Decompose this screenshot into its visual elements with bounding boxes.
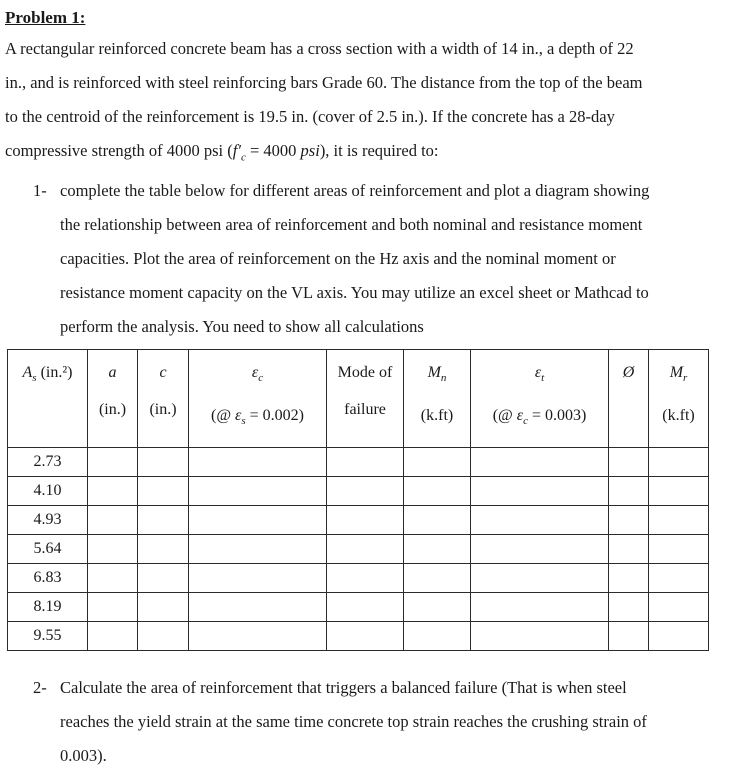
eps-c-cond-pre: (@ [210, 407, 236, 425]
eps-t-cond-value: = 0.003) [527, 407, 587, 425]
empty-cell [138, 505, 189, 534]
col-header-eps-c [189, 350, 327, 447]
empty-cell [138, 621, 189, 650]
empty-cell [189, 505, 327, 534]
task-2-text [60, 671, 738, 773]
eps-t-subscript: t [541, 372, 545, 385]
empty-cell [609, 592, 649, 621]
empty-cell [189, 621, 327, 650]
as-value-cell: 8.19 [8, 592, 88, 621]
empty-cell [404, 476, 471, 505]
task-item-1 [5, 174, 738, 344]
empty-cell [189, 476, 327, 505]
task-1-text [60, 174, 738, 344]
empty-cell [471, 505, 609, 534]
eps-c-symbol: ε [251, 364, 259, 382]
task-1-line-3: capacities. Plot the area of reinforcement on the Hz axis and the nominal moment or [60, 249, 616, 269]
a-unit: (in.) [98, 401, 127, 419]
eps-t-cond-symbol: ε [516, 407, 524, 425]
a-symbol: a [108, 364, 117, 382]
empty-cell [404, 621, 471, 650]
empty-cell [327, 563, 404, 592]
empty-cell [471, 534, 609, 563]
as-unit: (in.²) [36, 364, 73, 382]
empty-cell [327, 592, 404, 621]
empty-cell [88, 505, 138, 534]
empty-cell [609, 534, 649, 563]
mr-unit: (k.ft) [662, 407, 695, 425]
empty-cell [138, 563, 189, 592]
reinforcement-table [7, 349, 709, 650]
c-unit: (in.) [149, 401, 177, 419]
task-item-2 [5, 671, 738, 773]
as-value-cell: 9.55 [8, 621, 88, 650]
mr-symbol: M [669, 364, 684, 382]
table-row [8, 592, 709, 621]
col-header-eps-t [471, 350, 609, 447]
phi-symbol: Ø [622, 364, 635, 382]
empty-cell [138, 592, 189, 621]
table-row [8, 621, 709, 650]
table-row [8, 505, 709, 534]
as-value-cell: 4.10 [8, 476, 88, 505]
task-2-line-2: reaches the yield strain at the same time concrete top strain reaches the crushing strain of [60, 711, 647, 731]
empty-cell [609, 505, 649, 534]
as-value-cell: 5.64 [8, 534, 88, 563]
intro-line-3: to the centroid of the reinforcement is 19.5 in. (cover of 2.5 in.). If the concrete has a 28-day [5, 107, 615, 126]
empty-cell [404, 563, 471, 592]
c-symbol: c [159, 364, 167, 382]
empty-cell [88, 447, 138, 476]
empty-cell [609, 621, 649, 650]
task-1-line-1: complete the table below for different areas of reinforcement and plot a diagram showing [60, 181, 650, 201]
intro-line-4-text: compressive strength of 4000 psi ( [5, 141, 233, 160]
empty-cell [471, 476, 609, 505]
task-2-line-1: Calculate the area of reinforcement that triggers a balanced failure (That is when steel [60, 677, 627, 697]
col-header-c [138, 350, 189, 447]
empty-cell [649, 621, 709, 650]
table-row [8, 447, 709, 476]
mn-subscript: n [440, 372, 447, 385]
eps-c-cond-value: = 0.002) [245, 407, 304, 425]
empty-cell [189, 563, 327, 592]
table-row [8, 563, 709, 592]
task-1-line-2: the relationship between area of reinforcement and both nominal and resistance moment [60, 215, 643, 235]
as-value-cell: 2.73 [8, 447, 88, 476]
empty-cell [88, 476, 138, 505]
empty-cell [88, 534, 138, 563]
col-header-as [8, 350, 88, 447]
task-2-line-3: 0.003). [60, 745, 107, 765]
as-value-cell: 4.93 [8, 505, 88, 534]
empty-cell [88, 592, 138, 621]
empty-cell [471, 621, 609, 650]
intro-line-1: A rectangular reinforced concrete beam has a cross section with a width of 14 in., a depth of 22 [5, 39, 634, 58]
table-row [8, 476, 709, 505]
empty-cell [609, 447, 649, 476]
task-1-line-4: resistance moment capacity on the VL axis. You may utilize an excel sheet or Mathcad to [60, 283, 649, 303]
intro-line-4-end: ), it is required to: [319, 141, 439, 160]
empty-cell [649, 592, 709, 621]
math-fc-symbol: f′ [232, 141, 241, 160]
empty-cell [609, 563, 649, 592]
intro-line-4 [5, 134, 738, 174]
col-header-phi [609, 350, 649, 447]
table-header-row [8, 350, 709, 447]
intro-paragraph [5, 32, 738, 174]
empty-cell [138, 447, 189, 476]
empty-cell [471, 592, 609, 621]
empty-cell [649, 447, 709, 476]
empty-cell [189, 447, 327, 476]
eps-c-cond-subscript: s [241, 415, 246, 428]
as-symbol: A [22, 364, 33, 382]
empty-cell [404, 505, 471, 534]
mn-symbol: M [427, 364, 441, 382]
table-row [8, 534, 709, 563]
problem-title: Problem 1: [5, 8, 86, 27]
eps-c-cond-symbol: ε [235, 407, 242, 425]
empty-cell [649, 476, 709, 505]
empty-cell [327, 534, 404, 563]
empty-cell [471, 563, 609, 592]
intro-line-2: in., and is reinforced with steel reinforcing bars Grade 60. The distance from the top of the beam [5, 73, 643, 92]
empty-cell [189, 592, 327, 621]
eps-t-cond-pre: (@ [492, 407, 517, 425]
empty-cell [88, 621, 138, 650]
mode-line-1: Mode of [337, 364, 393, 382]
col-header-mode [327, 350, 404, 447]
empty-cell [138, 534, 189, 563]
empty-cell [327, 621, 404, 650]
task-1-line-5: perform the analysis. You need to show all calculations [60, 317, 424, 337]
empty-cell [404, 534, 471, 563]
empty-cell [327, 447, 404, 476]
empty-cell [609, 476, 649, 505]
task-2-number: 2- [33, 677, 47, 697]
as-subscript: s [32, 372, 37, 385]
mr-subscript: r [683, 372, 688, 385]
empty-cell [404, 447, 471, 476]
empty-cell [189, 534, 327, 563]
empty-cell [649, 563, 709, 592]
col-header-a [88, 350, 138, 447]
math-fc-subscript: c [240, 151, 246, 164]
empty-cell [404, 592, 471, 621]
as-value-cell: 6.83 [8, 563, 88, 592]
math-equals-value: = 4000 [245, 141, 301, 160]
empty-cell [649, 505, 709, 534]
eps-c-subscript: c [258, 372, 264, 385]
eps-t-symbol: ε [534, 364, 542, 382]
empty-cell [88, 563, 138, 592]
empty-cell [649, 534, 709, 563]
empty-cell [138, 476, 189, 505]
math-psi-unit: psi [300, 141, 320, 160]
empty-cell [327, 476, 404, 505]
empty-cell [471, 447, 609, 476]
col-header-mr [649, 350, 709, 447]
task-1-number: 1- [33, 181, 47, 201]
eps-t-cond-subscript: c [523, 415, 528, 428]
mode-line-2: failure [344, 401, 386, 419]
mn-unit: (k.ft) [420, 407, 454, 425]
empty-cell [327, 505, 404, 534]
col-header-mn [404, 350, 471, 447]
